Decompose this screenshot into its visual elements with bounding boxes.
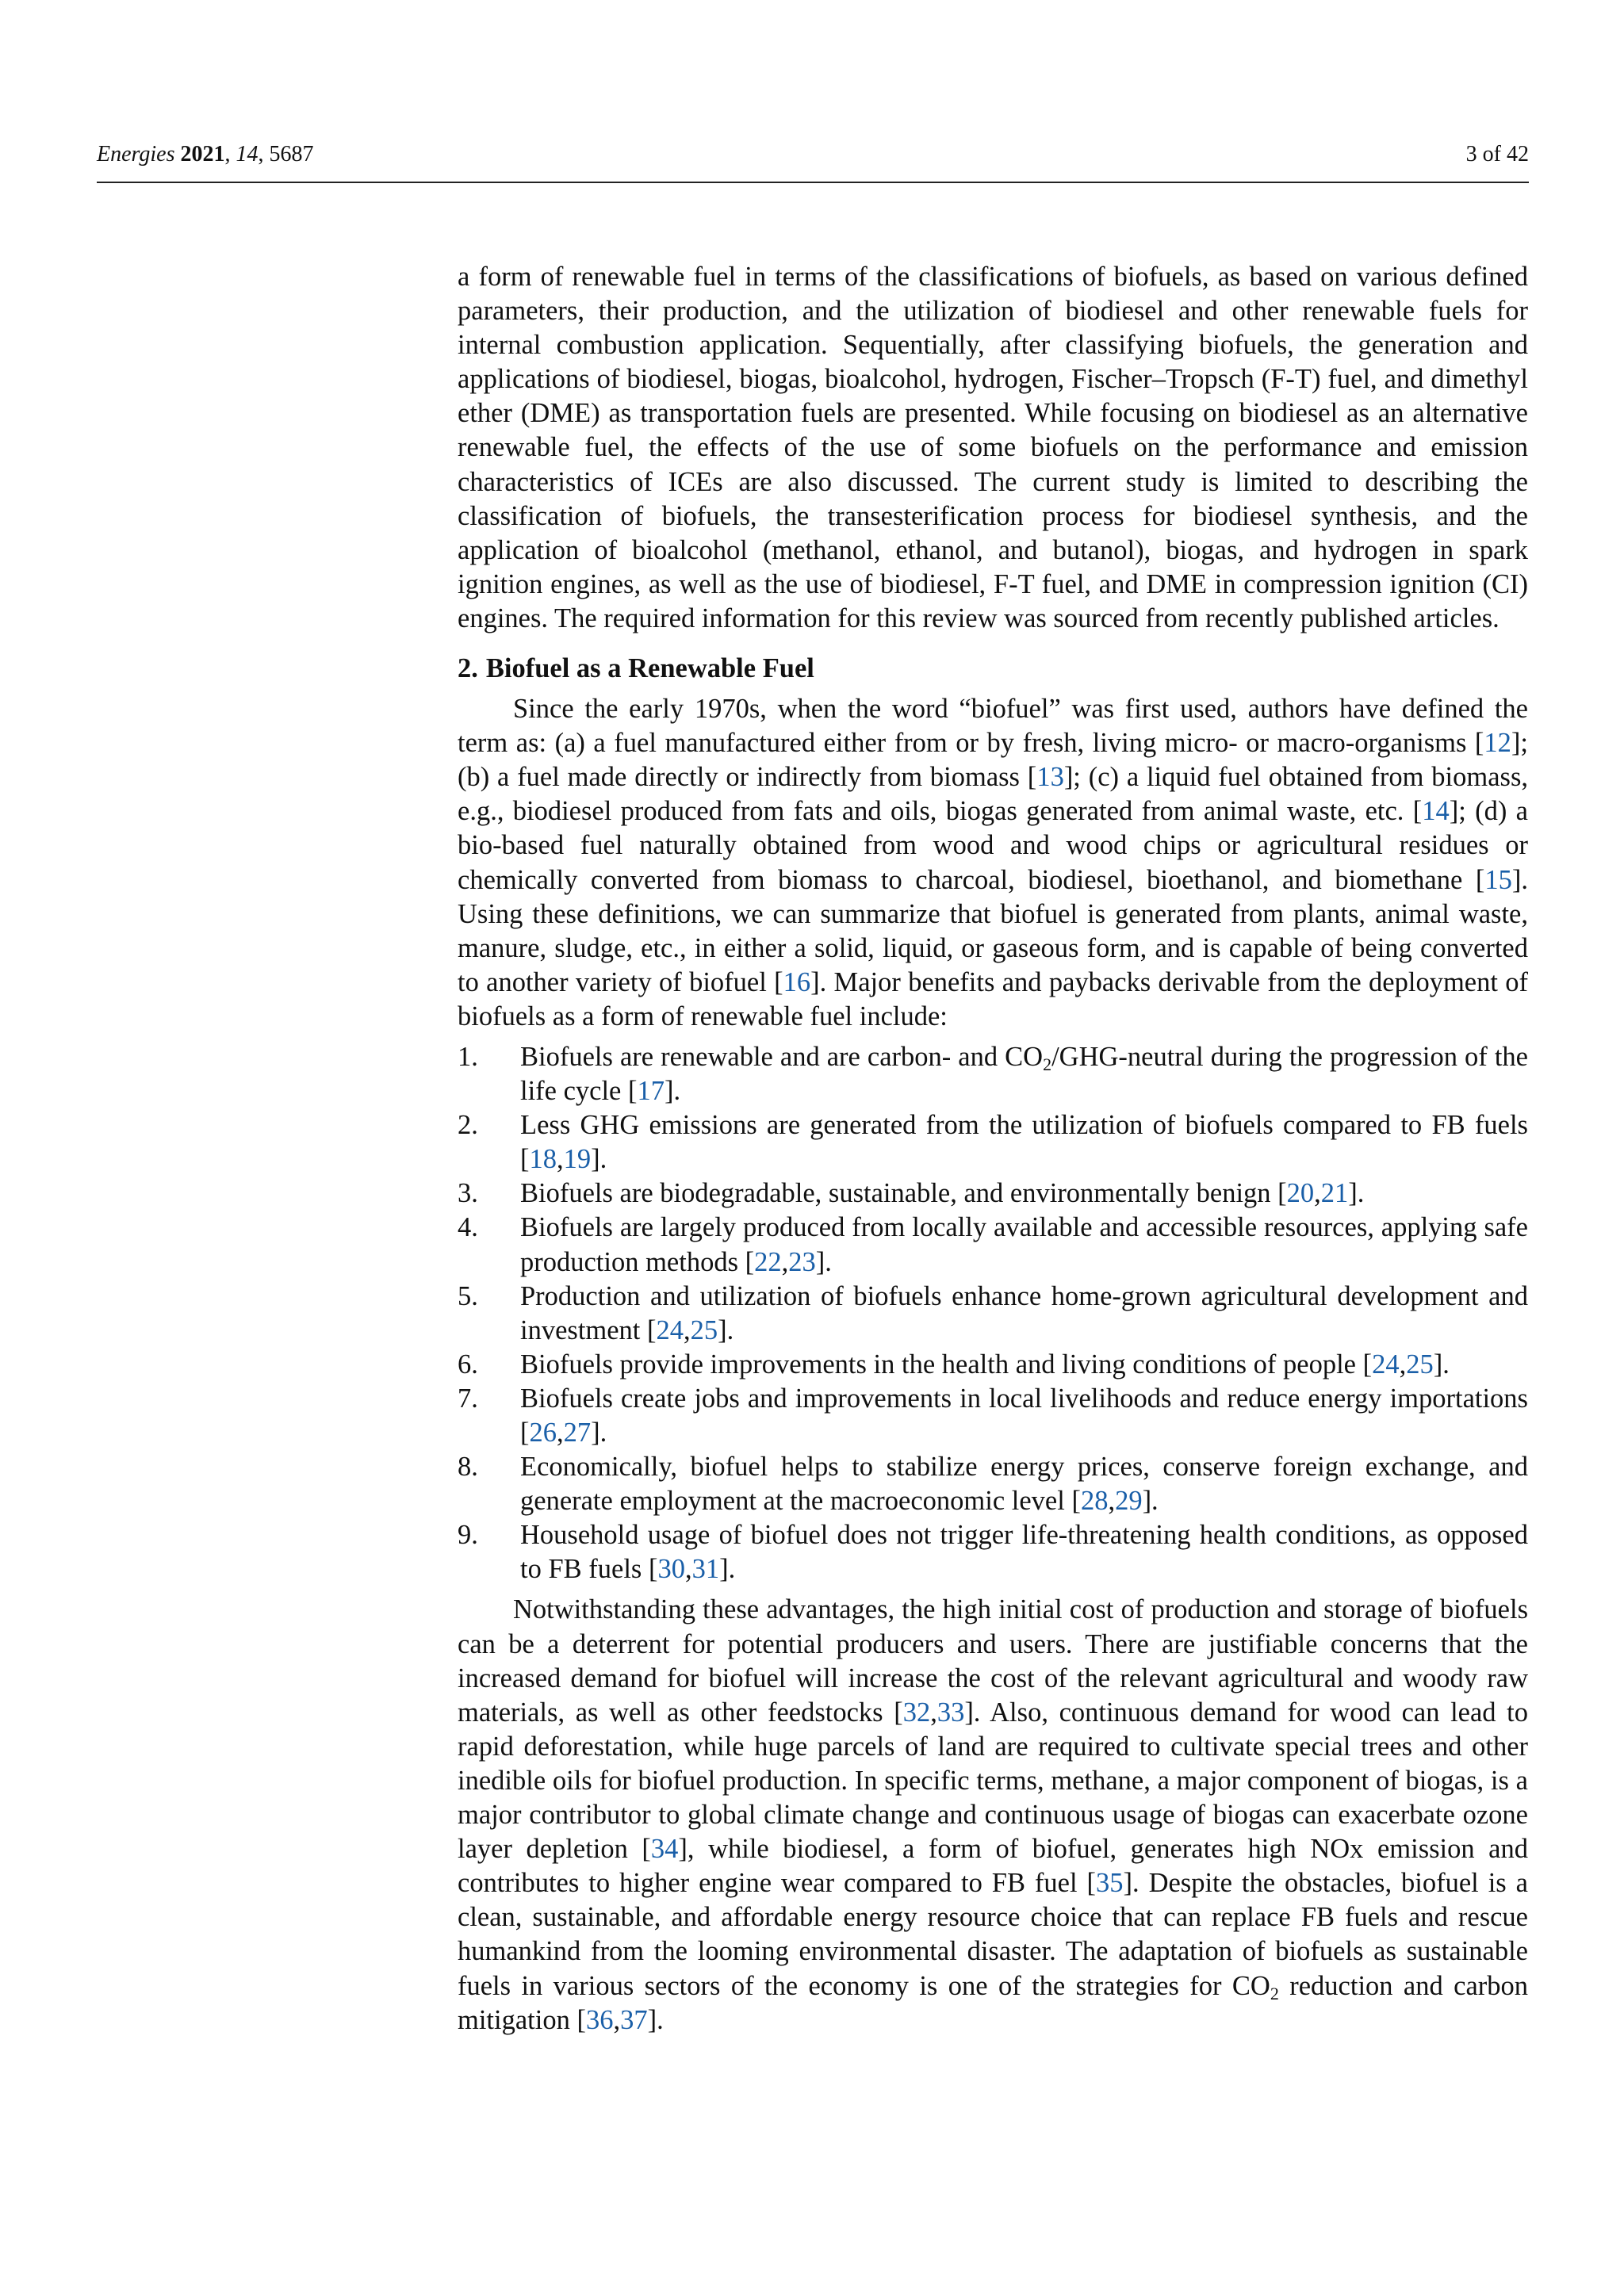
citation-link[interactable]: 29 [1115, 1486, 1143, 1517]
header-rule [97, 182, 1529, 183]
list-item: 9. Household usage of biofuel does not trigger life-threatening health conditions, as opposed to FB fuels [30,31]. [458, 1520, 1528, 1585]
citation-link[interactable]: 22 [754, 1246, 782, 1277]
list-item: 2. Less GHG emissions are generated from the utilization of biofuels compared to FB fuels [18,19]. [458, 1110, 1528, 1175]
section-title: Biofuel as a Renewable Fuel [485, 653, 814, 684]
article-body [458, 260, 1528, 2038]
citation-link[interactable]: 25 [690, 1314, 718, 1345]
list-item: 4. Biofuels are largely produced from locally available and accessible resources, applying safe production methods [22,23]. [458, 1212, 1528, 1277]
citation-link[interactable]: 12 [1484, 728, 1511, 759]
citation-link[interactable]: 35 [1096, 1868, 1124, 1899]
citation-link[interactable]: 25 [1406, 1349, 1434, 1380]
citation-link[interactable]: 27 [563, 1418, 592, 1448]
page-number: 3 of 42 [1465, 142, 1529, 166]
article-number: 5687 [269, 142, 314, 166]
citation-link[interactable]: 19 [563, 1144, 592, 1175]
citation-link[interactable]: 36 [585, 2004, 614, 2035]
citation-link[interactable]: 23 [788, 1246, 816, 1277]
list-item: 5. Production and utilization of biofuels enhance home-grown agricultural development and investment [24,25]. [458, 1280, 1528, 1345]
citation-link[interactable]: 24 [1372, 1349, 1400, 1380]
section-heading [458, 652, 1528, 686]
citation-link[interactable]: 30 [657, 1554, 685, 1585]
citation-link[interactable]: 28 [1080, 1486, 1109, 1517]
citation-link[interactable]: 14 [1422, 796, 1450, 827]
definitions-paragraph: Since the early 1970s, when the word “biofuel” was first used, authors have defined the term as: (a) a fuel manufactured either from or by fresh, living micro- or macro-organisms [12]; (b) a fuel made directly or indirectly from biomass [13]; (c) a liquid fuel obtained from biomass, e.g., biodiesel produced from fats and oils, biogas generated from animal waste, etc. [14]; (d) a bio-based fuel naturally obtained from wood and wood chips or agricultural residues or chemically converted from biomass to charcoal, biodiesel, bioethanol, and biomethane [15]. Using these definitions, we can summarize that biofuel is generated from plants, animal waste, manure, sludge, etc., in either a solid, liquid, or gaseous form, and is capable of being converted to another variety of biofuel [16]. Major benefits and paybacks derivable from the deployment of biofuels as a form of renewable fuel include: [458, 694, 1529, 1031]
drawbacks-paragraph: Notwithstanding these advantages, the high initial cost of production and storage of biofuels can be a deterrent for potential producers and users. There are justifiable concerns that the increased demand for biofuel will increase the cost of the relevant agricultural and woody raw materials, as well as other feedstocks [32,33]. Also, continuous demand for wood can lead to rapid deforestation, while huge parcels of land are required to cultivate special trees and other inedible oils for biofuel production. In specific terms, methane, a major component of biogas, is a major contributor to global climate change and continuous usage of biogas can exacerbate ozone layer depletion [34], while biodiesel, a form of biofuel, generates high NOx emission and contributes to higher engine wear compared to FB fuel [35]. Despite the obstacles, biofuel is a clean, sustainable, and affordable energy resource choice that can replace FB fuels and rescue humankind from the looming environmental disaster. The adaptation of biofuels as sustainable fuels in various sectors of the economy is one of the strategies for $CO_2$ reduction and carbon mitigation [36,37]. [458, 1594, 1528, 2035]
journal-year: 2021 [180, 142, 225, 166]
list-item: 7. Biofuels create jobs and improvements in local livelihoods and reduce energy importations [26,27]. [458, 1383, 1528, 1448]
intro-paragraph: a form of renewable fuel in terms of the classifications of biofuels, as based on various defined parameters, their production, and the utilization of biodiesel and other renewable fuels for internal combustion application. Sequentially, after classifying biofuels, the generation and applications of biodiesel, biogas, bioalcohol, hydrogen, Fischer–Tropsch (F-T) fuel, and dimethyl ether (DME) as transportation fuels are presented. While focusing on biodiesel as an alternative renewable fuel, the effects of the use of some biofuels on the performance and emission characteristics of ICEs are also discussed. The current study is limited to describing the classification of biofuels, the transesterification process for biodiesel synthesis, and the application of bioalcohol (methanol, ethanol, and butanol), biogas, and hydrogen in spark ignition engines, as well as the use of biodiesel, F-T fuel, and DME in compression ignition (CI) engines. The required information for this review was sourced from recently published articles. [458, 262, 1528, 633]
running-header: Energies 2021, 14, 5687 3 of 42 [97, 142, 1529, 166]
list-item: 1. Biofuels are renewable and are carbon- and $CO_2/GHG$-neutral during the progression of the life cycle [17]. [458, 1041, 1528, 1107]
section-number: 2. [458, 653, 478, 684]
citation-link[interactable]: 20 [1286, 1178, 1315, 1209]
citation-link[interactable]: 31 [691, 1554, 720, 1585]
journal-name: Energies [97, 142, 175, 166]
citation-link[interactable]: 16 [783, 966, 811, 997]
citation-link[interactable]: 17 [637, 1076, 665, 1107]
list-item: 8. Economically, biofuel helps to stabilize energy prices, conserve foreign exchange, and generate employment at the macroeconomic level [28,29]. [458, 1452, 1528, 1517]
citation-link[interactable]: 18 [529, 1144, 557, 1175]
benefits-list [458, 1040, 1528, 1587]
list-item: 3. Biofuels are biodegradable, sustainable, and environmentally benign [20,21]. [458, 1178, 1365, 1209]
citation-link[interactable]: 24 [656, 1314, 684, 1345]
citation-link[interactable]: 34 [650, 1834, 679, 1865]
citation-link[interactable]: 32 [902, 1697, 931, 1728]
citation-link[interactable]: 33 [936, 1697, 965, 1728]
citation-link[interactable]: 13 [1036, 762, 1064, 793]
citation-link[interactable]: 37 [620, 2004, 648, 2035]
journal-volume: 14 [236, 142, 259, 166]
citation-link[interactable]: 26 [529, 1418, 557, 1448]
citation-link[interactable]: 15 [1484, 864, 1512, 895]
list-item: 6. Biofuels provide improvements in the health and living conditions of people [24,25]. [458, 1349, 1450, 1380]
citation-link[interactable]: 21 [1320, 1178, 1349, 1209]
